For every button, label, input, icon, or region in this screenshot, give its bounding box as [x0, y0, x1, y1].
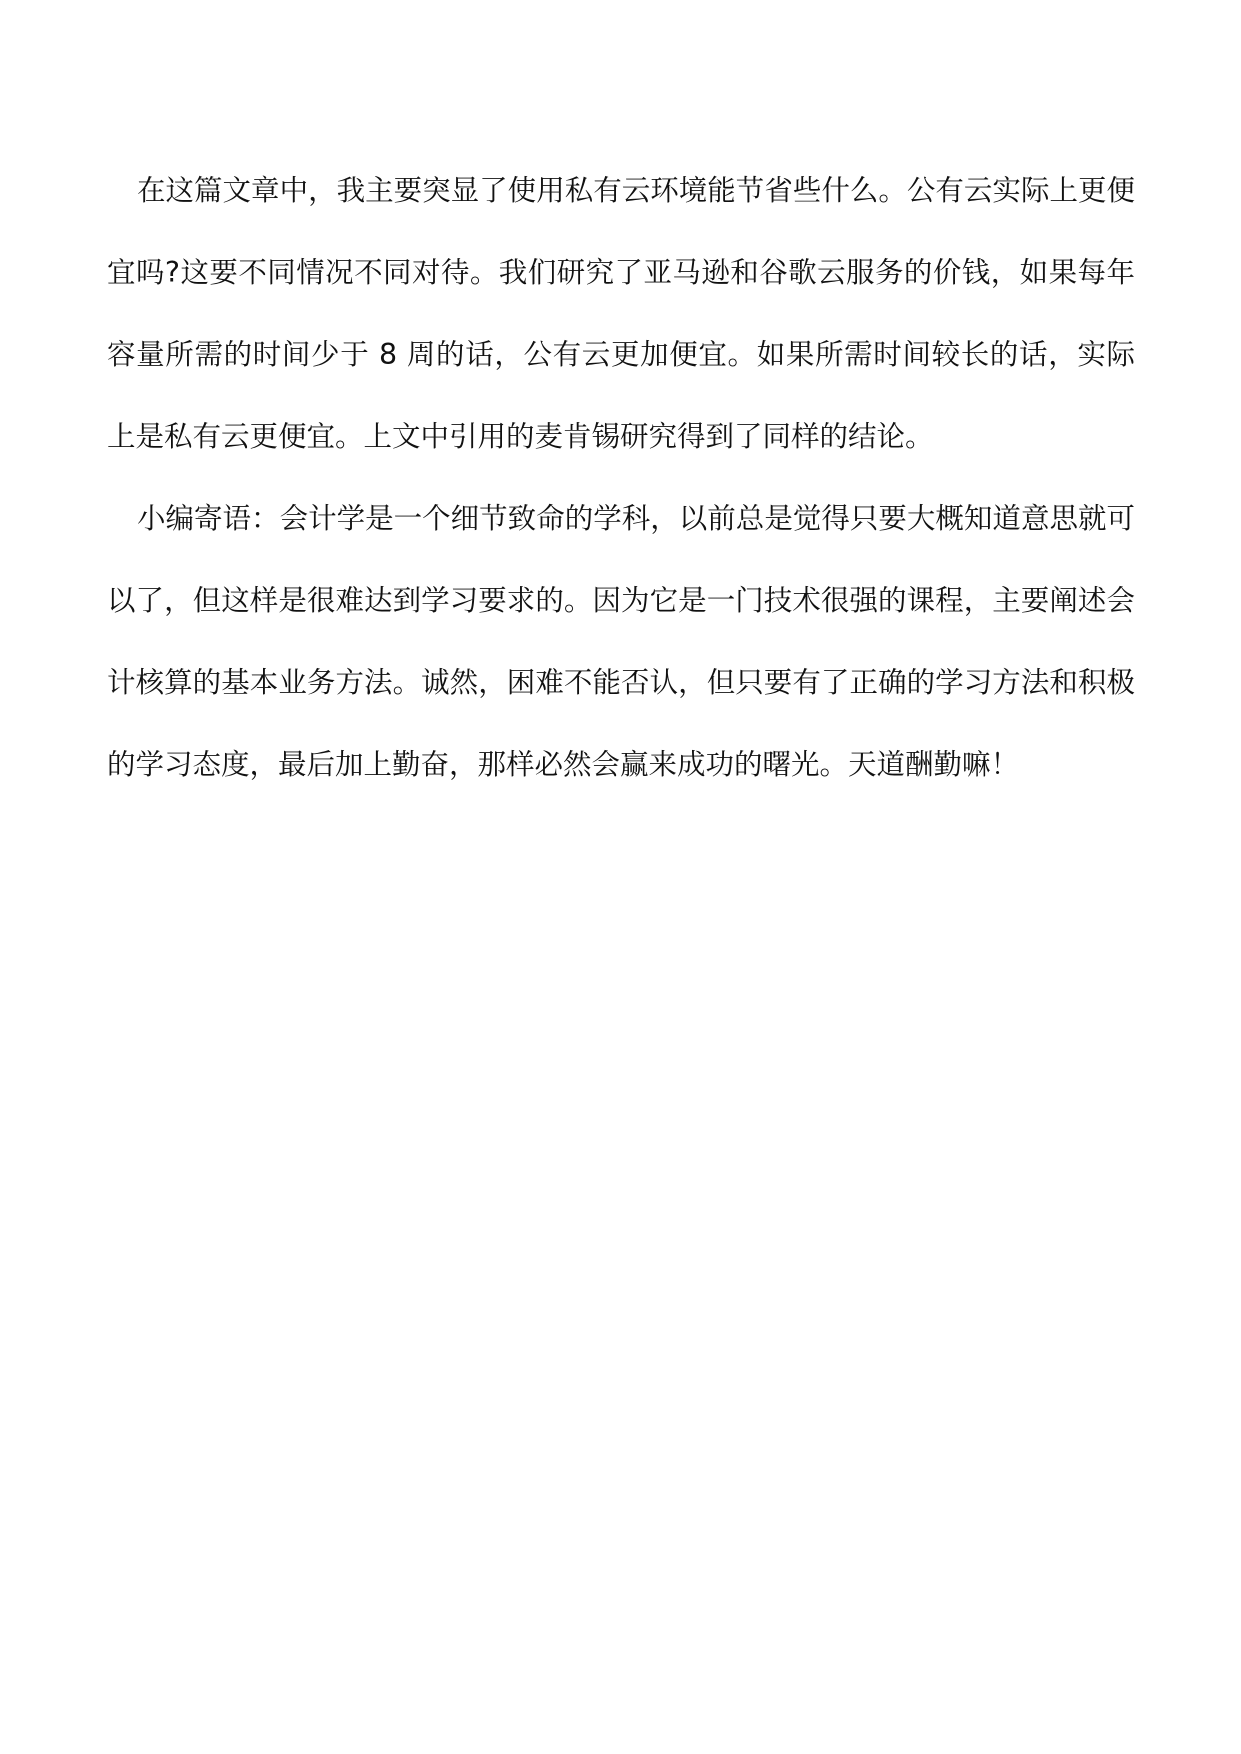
- paragraph-private-cloud: 在这篇文章中，我主要突显了使用私有云环境能节省些什么。公有云实际上更便宜吗?这要不同情况不同对待。我们研究了亚马逊和谷歌云服务的价钱，如果每年容量所需的时间少于 8 周的话，公有云更加便宜。如果所需时间较长的话，实际上是私有云更便宜。上文中引用的麦肯锡研究得到了同样的结论。: [107, 174, 1135, 453]
- paragraph-editor-note: 小编寄语：会计学是一个细节致命的学科，以前总是觉得只要大概知道意思就可以了，但这样是很难达到学习要求的。因为它是一门技术很强的课程，主要阐述会计核算的基本业务方法。诚然，困难不能否认，但只要有了正确的学习方法和积极的学习态度，最后加上勤奋，那样必然会赢来成功的曙光。天道酬勤嘛！: [107, 502, 1135, 781]
- document-body: [107, 150, 1135, 806]
